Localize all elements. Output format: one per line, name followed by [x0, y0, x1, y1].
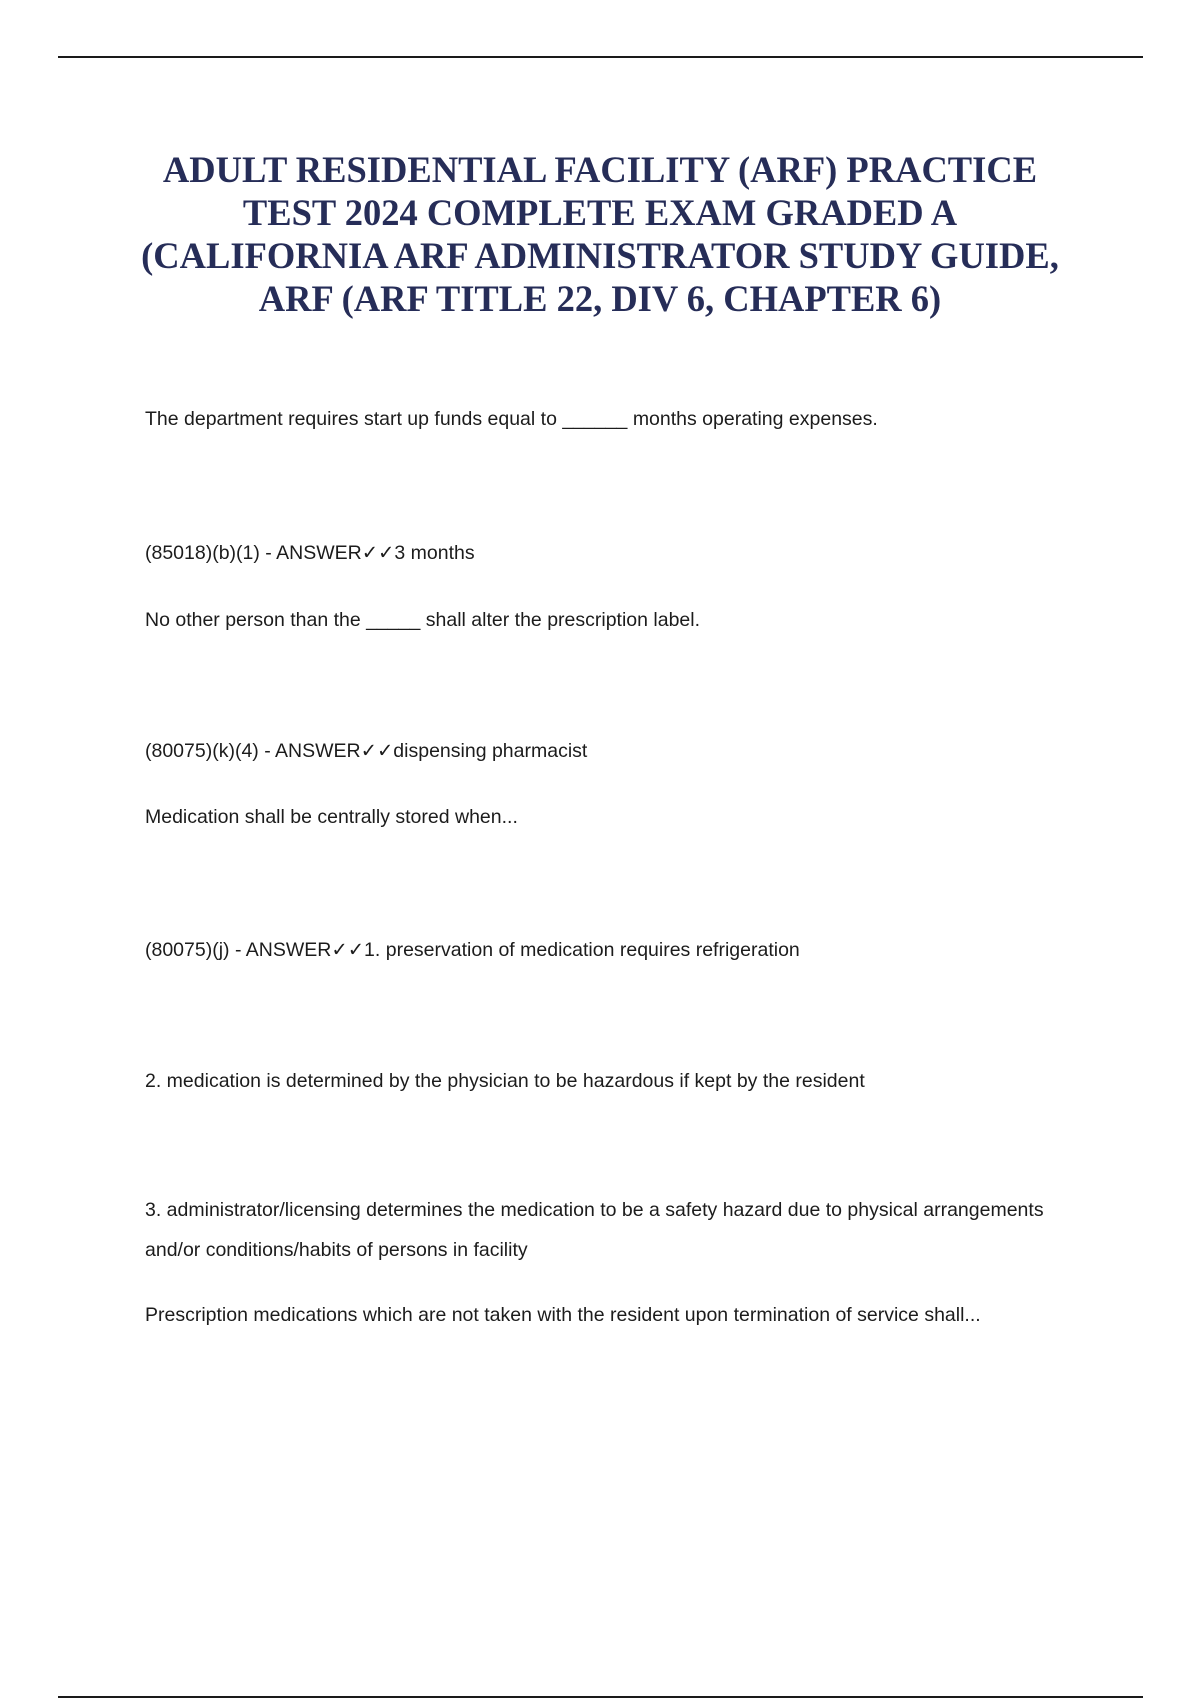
question-central-storage: Medication shall be centrally stored when...: [145, 806, 518, 828]
title-line-1: ADULT RESIDENTIAL FACILITY (ARF) PRACTICE: [162, 149, 1038, 190]
question-startup-funds: The department requires start up funds equal to ______ months operating expenses.: [145, 408, 878, 430]
answer-central-storage-3: 3. administrator/licensing determines the medication to be a safety hazard due to physical arrangements: [145, 1199, 1044, 1221]
question-prescription-label: No other person than the _____ shall alter the prescription label.: [145, 609, 701, 631]
answer-central-storage-3-cont: and/or conditions/habits of persons in facility: [145, 1239, 528, 1261]
question-termination-medications: Prescription medications which are not taken with the resident upon termination of service shall...: [145, 1304, 981, 1326]
document-title: [100, 148, 1100, 320]
bottom-rule: [58, 1696, 1143, 1698]
answer-startup-funds: (85018)(b)(1) - ANSWER✓✓3 months: [145, 542, 475, 564]
answer-prescription-label: (80075)(k)(4) - ANSWER✓✓dispensing pharmacist: [145, 740, 588, 762]
title-line-2: TEST 2024 COMPLETE EXAM GRADED A: [242, 192, 958, 233]
title-line-4: ARF (ARF TITLE 22, DIV 6, CHAPTER 6): [258, 278, 942, 319]
title-line-3: (CALIFORNIA ARF ADMINISTRATOR STUDY GUIDE,: [141, 235, 1059, 276]
answer-central-storage-2: 2. medication is determined by the physician to be hazardous if kept by the resident: [145, 1070, 865, 1092]
answer-central-storage-1: (80075)(j) - ANSWER✓✓1. preservation of medication requires refrigeration: [145, 939, 800, 961]
top-rule: [58, 56, 1143, 58]
